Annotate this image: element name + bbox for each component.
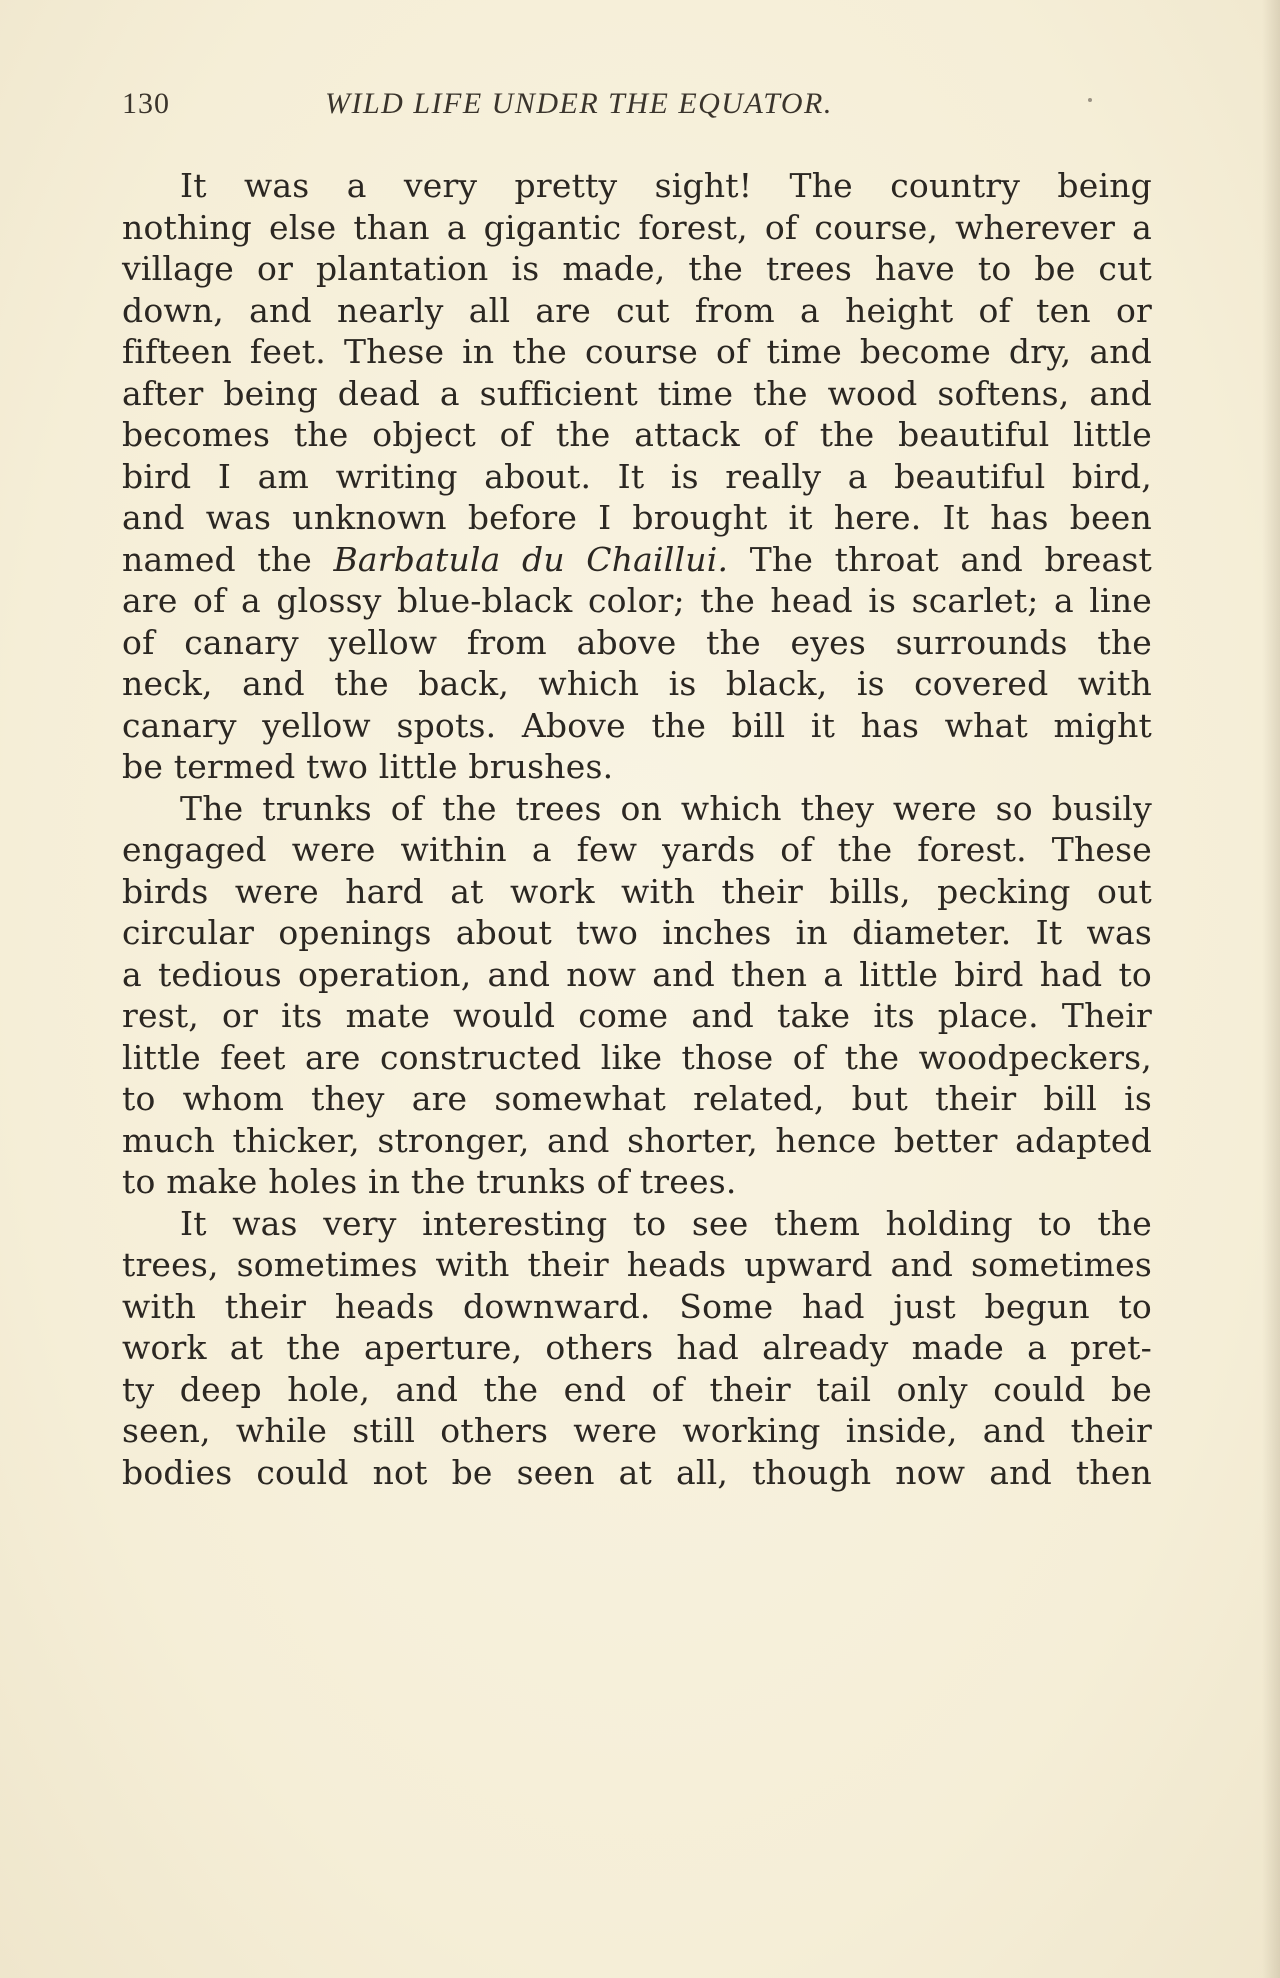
text-line: birds were hard at work with their bills, pecking out [122, 871, 1152, 911]
text-line: village or plantation is made, the trees have to be cut [122, 249, 1152, 288]
text-line: and was unknown before I brought it here. It has been [122, 498, 1152, 537]
text-line: are of a glossy blue-black color; the head is scarlet; a line [122, 581, 1152, 620]
text-line: The trunks of the trees on which they were so busily [180, 788, 1152, 828]
species-name: Barbatula du Chaillui. [333, 539, 729, 579]
text-line: bird I am writing about. It is really a beautiful bird, [122, 456, 1152, 496]
text-run: named the [122, 539, 334, 579]
text-line: be termed two little brushes. [122, 747, 614, 786]
text-line: to make holes in the trunks of trees. [122, 1162, 737, 1201]
text-run: The throat and breast [728, 539, 1152, 579]
text-line: fifteen feet. These in the course of time become dry, and [122, 332, 1152, 371]
text-line: ty deep hole, and the end of their tail only could be [122, 1369, 1152, 1409]
text-line: down, and nearly all are cut from a height of ten or [122, 290, 1152, 330]
text-line: becomes the object of the attack of the beautiful little [122, 415, 1152, 454]
text-line: little feet are constructed like those of the woodpeckers, [122, 1037, 1152, 1077]
text-line: nothing else than a gigantic forest, of course, wherever a [122, 207, 1152, 247]
text-line: with their heads downward. Some had just begun to [122, 1286, 1152, 1326]
running-title: WILD LIFE UNDER THE EQUATOR. [325, 87, 833, 120]
page-edge-shadow [1262, 0, 1280, 1978]
text-line: work at the aperture, others had already made a pret- [122, 1328, 1152, 1367]
ink-speck [1088, 98, 1092, 102]
text-line: canary yellow spots. Above the bill it has what might [122, 705, 1152, 745]
text-line: to whom they are somewhat related, but their bill is [122, 1079, 1152, 1118]
text-line: engaged were within a few yards of the forest. These [122, 830, 1152, 869]
text-line: It was very interesting to see them holding to the [180, 1203, 1152, 1243]
text-line: after being dead a sufficient time the wood softens, and [122, 373, 1152, 413]
text-line: bodies could not be seen at all, though now and then [122, 1452, 1152, 1492]
text-line: circular openings about two inches in diameter. It was [122, 913, 1152, 952]
page-number: 130 [122, 87, 170, 120]
text-line: rest, or its mate would come and take its place. Their [122, 996, 1152, 1035]
text-line: much thicker, stronger, and shorter, hence better adapted [122, 1120, 1152, 1160]
running-head [122, 84, 1162, 124]
text-line: a tedious operation, and now and then a little bird had to [122, 954, 1152, 994]
text-line: It was a very pretty sight! The country being [180, 166, 1152, 205]
text-line: trees, sometimes with their heads upward and sometimes [122, 1245, 1152, 1284]
text-line: neck, and the back, which is black, is covered with [122, 664, 1152, 703]
text-line: seen, while still others were working inside, and their [122, 1411, 1152, 1450]
text-line: of canary yellow from above the eyes surrounds the [122, 622, 1152, 662]
